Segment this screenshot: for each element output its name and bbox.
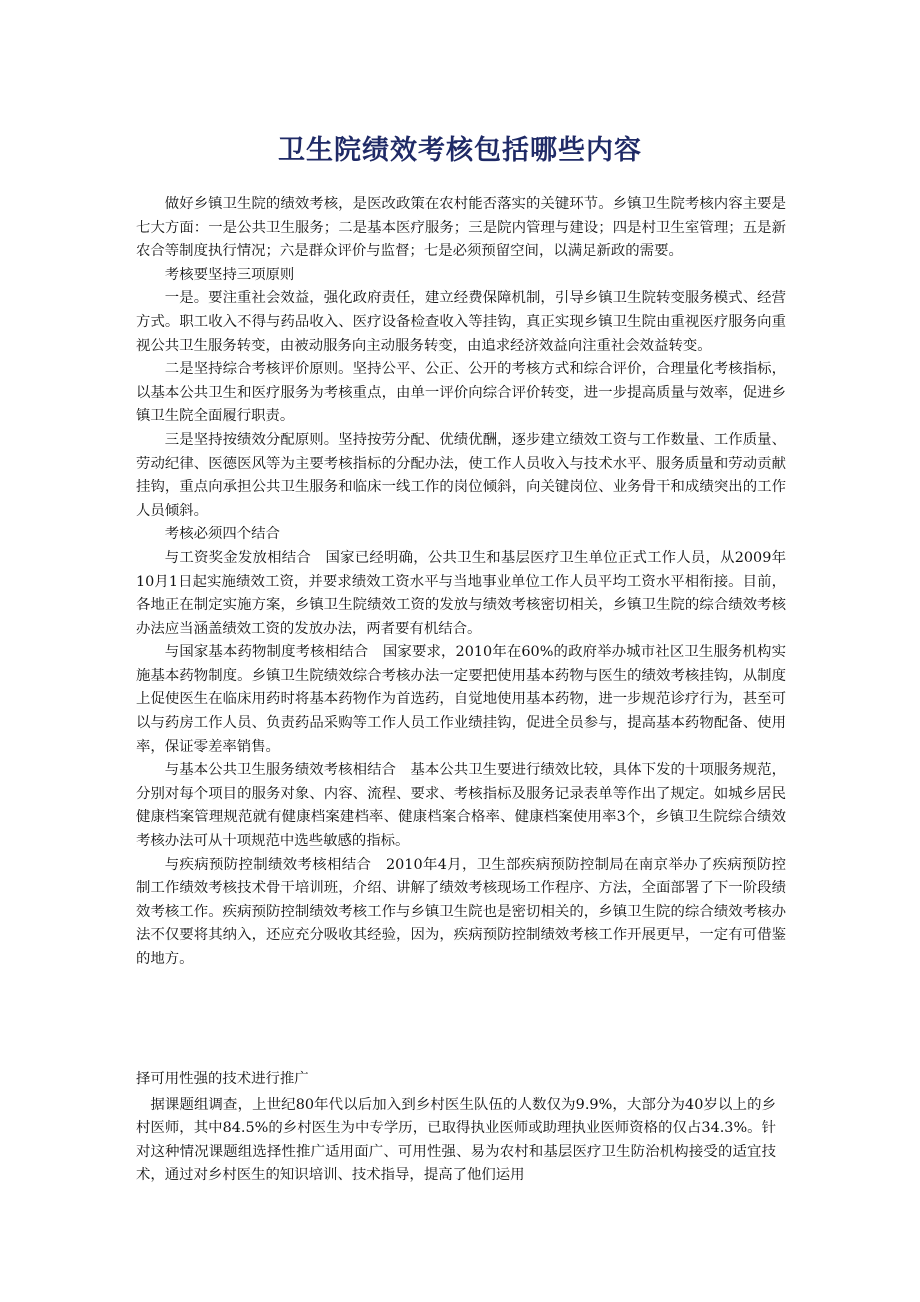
paragraph-combination-3: 与基本公共卫生服务绩效考核相结合 基本公共卫生要进行绩效比较，具体下发的十项服务规范，分别对每个项目的服务对象、内容、流程、要求、考核指标及服务记录表单等作出了规定。如城乡居民健康档案管理规范就有健康档案建档率、健康档案合格率、健康档案使用率3个，乡镇卫生院综合绩效考核办法可从十项规范中选些敏感的指标。: [136, 762, 786, 850]
paragraph-combination-2: 与国家基本药物制度考核相结合 国家要求，2010年在60%的政府举办城市社区卫生服务机构实施基本药物制度。乡镇卫生院绩效综合考核办法一定要把使用基本药物与医生的绩效考核挂钩，从制度上促使医生在临床用药时将基本药物作为首选药，自觉地使用基本药物，进一步规范诊疗行为，甚至可以与药房工作人员、负责药品采购等工作人员工作业绩挂钩，促进全员参与，提高基本药物配备、使用率，保证零差率销售。: [136, 644, 786, 755]
section-heading: 择可用性强的技术进行推广: [136, 1071, 309, 1087]
document-body: [136, 193, 786, 972]
paragraph-principle-3: 三是坚持按绩效分配原则。坚持按劳分配、优绩优酬，逐步建立绩效工资与工作数量、工作质量、劳动纪律、医德医风等为主要考核指标的分配办法，使工作人员收入与技术水平、服务质量和劳动贡献挂钩，重点向承担公共卫生服务和临床一线工作的岗位倾斜，向关键岗位、业务骨干和成绩突出的工作人员倾斜。: [136, 431, 786, 519]
paragraph-principle-2: 二是坚持综合考核评价原则。坚持公平、公正、公开的考核方式和综合评价，合理量化考核指标，以基本公共卫生和医疗服务为考核重点，由单一评价向综合评价转变，进一步提高质量与效率，促进乡镇卫生院全面履行职责。: [136, 361, 786, 425]
paragraph-heading-combinations: 考核必须四个结合: [164, 526, 280, 543]
paragraph-principle-1: 一是。要注重社会效益，强化政府责任，建立经费保障机制，引导乡镇卫生院转变服务模式、经营方式。职工收入不得与药品收入、医疗设备检查收入等挂钩，真正实现乡镇卫生院由重视医疗服务向重视公共卫生服务转变，由被动服务向主动服务转变，由追求经济效益向注重社会效益转变。: [136, 290, 786, 354]
document-title: 卫生院绩效考核包括哪些内容: [278, 135, 642, 166]
paragraph-combination-1: 与工资奖金发放相结合 国家已经明确，公共卫生和基层医疗卫生单位正式工作人员，从2009年10月1日起实施绩效工资，并要求绩效工资水平与当地事业单位工作人员平均工资水平相衔接。目前，各地正在制定实施方案，乡镇卫生院绩效工资的发放与绩效考核密切相关，乡镇卫生院的综合绩效考核办法应当涵盖绩效工资的发放办法，两者要有机结合。: [136, 549, 786, 637]
paragraph-combination-4: 与疾病预防控制绩效考核相结合 2010年4月，卫生部疾病预防控制局在南京举办了疾病预防控制工作绩效考核技术骨干培训班，介绍、讲解了绩效考核现场工作程序、方法，全面部署了下一阶段绩效考核工作。疾病预防控制绩效考核工作与乡镇卫生院也是密切相关的，乡镇卫生院的综合绩效考核办法不仅要将其纳入，还应充分吸收其经验，因为，疾病预防控制绩效考核工作开展更早，一定有可借鉴的地方。: [136, 856, 786, 967]
section-technology-promotion: [136, 1068, 776, 1188]
paragraph-heading-principles: 考核要坚持三项原则: [164, 266, 295, 283]
paragraph-intro: 做好乡镇卫生院的绩效考核，是医改政策在农村能否落实的关键环节。乡镇卫生院考核内容主要是七大方面：一是公共卫生服务；二是基本医疗服务；三是院内管理与建设；四是村卫生室管理；五是新农合等制度执行情况；六是群众评价与监督；七是必须预留空间，以满足新政的需要。: [136, 196, 786, 260]
section-paragraph: 据课题组调查，上世纪80年代以后加入到乡村医生队伍的人数仅为9.9%，大部分为40岁以上的乡村医师，其中84.5%的乡村医生为中专学历，已取得执业医师或助理执业医师资格的仅占34.3%。针对这种情况课题组选择性推广适用面广、可用性强、易为农村和基层医疗卫生防治机构接受的适宜技术，通过对乡村医生的知识培训、技术指导，提高了他们运用: [136, 1096, 776, 1184]
